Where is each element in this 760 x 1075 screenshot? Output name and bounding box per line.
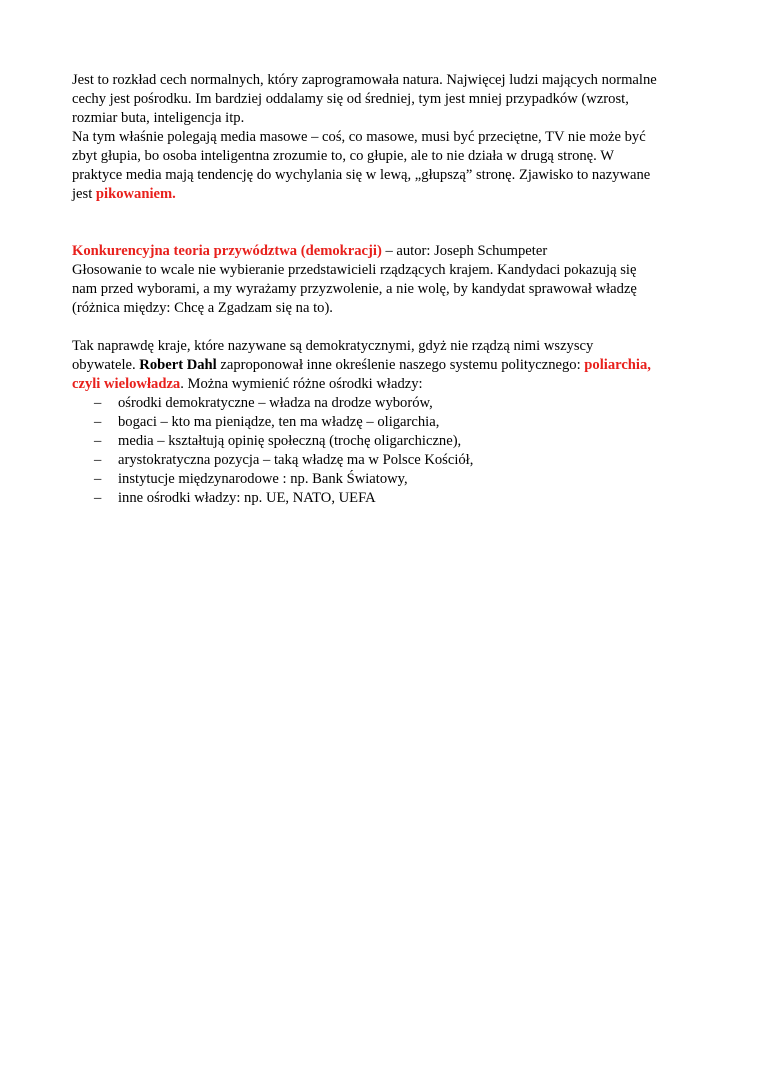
name-robert-dahl: Robert Dahl [139,357,217,373]
list-item [72,432,712,451]
text-fragment: . Można wymienić różne ośrodki władzy: [180,376,423,392]
list-item [72,413,712,432]
text-line: Jest to rozkład cech normalnych, który zaprogramowała natura. Najwięcej ludzi mających normalne [72,72,657,88]
text-line: Na tym właśnie polegają media masowe – coś, co masowe, musi być przeciętne, TV nie może być [72,129,646,145]
list-item-text: inne ośrodki władzy: np. UE, NATO, UEFA [118,490,376,506]
list-item [72,451,712,470]
text-line: nam przed wyborami, a my wyrażamy przyzwolenie, a nie wolę, by kandydat sprawował władzę [72,281,637,297]
dash-bullet: – [94,433,102,449]
document-body [72,71,712,508]
paragraph-normal-distribution [72,71,712,128]
text-line: Tak naprawdę kraje, które nazywane są demokratycznymi, gdyż nie rządzą nimi wszyscy [72,338,594,354]
text-fragment: zaproponował inne określenie naszego systemu politycznego: [216,357,585,373]
list-item-text: instytucje międzynarodowe : np. Bank Światowy, [118,471,408,487]
text-line: zbyt głupia, bo osoba inteligentna zrozumie to, co głupie, ale to nie działa w drugą stronę. W [72,148,614,164]
dash-bullet: – [94,471,102,487]
term-poliarchia: poliarchia, [584,357,651,373]
text-line: Głosowanie to wcale nie wybieranie przedstawicieli rządzących krajem. Kandydaci pokazują się [72,262,637,278]
section-heading: Konkurencyjna teoria przywództwa (demokracji) [72,243,382,259]
list-item-text: ośrodki demokratyczne – władza na drodze wyborów, [118,395,433,411]
heading-dash: – [381,243,397,259]
dash-bullet: – [94,490,102,506]
list-item [72,470,712,489]
text-line: (różnica między: Chcę a Zgadzam się na to). [72,300,333,316]
text-line: cechy jest pośrodku. Im bardziej oddalamy się od średniej, tym jest mniej przypadków (wzrost, [72,91,629,107]
term-pikowanie: pikowaniem. [95,186,176,202]
paragraph-poliarchia [72,337,712,394]
paragraph-mass-media [72,128,712,204]
dash-bullet: – [94,452,102,468]
term-wielowladza: czyli wielowładza [72,376,181,392]
list-item-text: media – kształtują opinię społeczną (trochę oligarchiczne), [118,433,462,449]
text-line: rozmiar buta, inteligencja itp. [72,110,245,126]
power-centers-list [72,394,712,508]
list-item-text: arystokratyczna pozycja – taką władzę ma w Polsce Kościół, [118,452,474,468]
heading-author: autor: Joseph Schumpeter [396,243,548,259]
list-item-text: bogaci – kto ma pieniądze, ten ma władzę – oligarchia, [118,414,440,430]
dash-bullet: – [94,414,102,430]
text-fragment: obywatele. [72,357,140,373]
paragraph-schumpeter [72,242,712,318]
text-fragment: jest [72,186,96,202]
text-line: praktyce media mają tendencję do wychylania się w lewą, „głupszą” stronę. Zjawisko to nazywane [72,167,651,183]
list-item [72,394,712,413]
dash-bullet: – [94,395,102,411]
list-item [72,489,712,508]
